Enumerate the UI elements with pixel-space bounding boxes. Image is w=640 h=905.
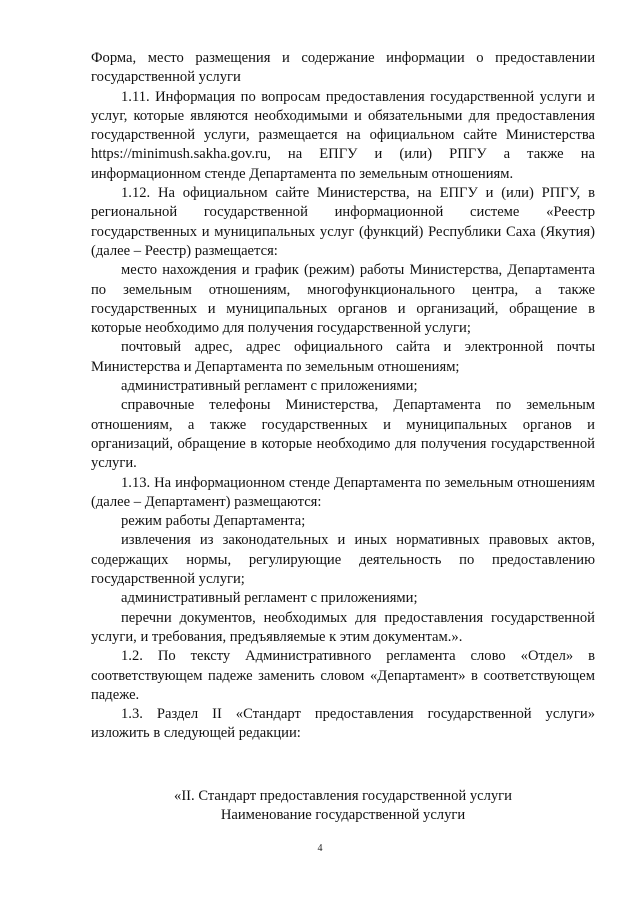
section-subtitle: Наименование государственной услуги <box>220 807 466 824</box>
list-item-regulation-2: административный регламент с приложениями; <box>121 590 418 607</box>
list-item-schedule: режим работы Департамента; <box>121 513 306 530</box>
list-item-phones: справочные телефоны Министерства, Департамента по земельным отношениям, а также государственных и муниципальных органов и организаций, обращение в которые необходимо для получения государственной услуги. <box>91 397 595 472</box>
section-subheading: Форма, место размещения и содержание информации о предоставлении государственной услуги <box>91 50 595 86</box>
list-item-regulation: административный регламент с приложениями; <box>121 378 418 395</box>
paragraph-1-3: 1.3. Раздел II «Стандарт предоставления государственной услуги» изложить в следующей редакции: <box>91 706 595 742</box>
body-text <box>91 49 595 744</box>
list-item-address: почтовый адрес, адрес официального сайта и электронной почты Министерства и Департамента по земельным отношениям; <box>91 339 595 375</box>
section-heading <box>91 787 595 826</box>
paragraph-1-12: 1.12. На официальном сайте Министерства, на ЕПГУ и (или) РПГУ, в региональной государственной информационной системе «Реестр государственных и муниципальных услуг (функций) Республики Саха (Якутия) (далее – Реестр) размещается: <box>91 185 595 259</box>
section-title: «II. Стандарт предоставления государственной услуги <box>174 788 512 804</box>
paragraph-1-2: 1.2. По тексту Административного регламента слово «Отдел» в соответствующем падеже заменить словом «Департамент» в соответствующем падеже. <box>91 648 595 703</box>
list-item-extracts: извлечения из законодательных и иных нормативных правовых актов, содержащих нормы, регулирующие деятельность по предоставлению государственной услуги; <box>91 532 595 588</box>
page-number: 4 <box>317 843 323 854</box>
list-item-documents: перечни документов, необходимых для предоставления государственной услуги, и требования, предъявляемые к этим документам.». <box>91 609 595 645</box>
paragraph-1-13: 1.13. На информационном стенде Департамента по земельным отношениям (далее – Департамент) размещаются: <box>91 474 595 510</box>
paragraph-1-11: 1.11. Информация по вопросам предоставления государственной услуги и услуг, которые являются необходимыми и обязательными для предоставления государственной услуги, размещается на официальном сайте Министерства https://minimush.sakha.gov.ru, на ЕПГУ и (или) РПГУ а также на информационном стенде Департамента по земельным отношениям. <box>91 88 595 182</box>
list-item-location: место нахождения и график (режим) работы Министерства, Департамента по земельным отношениям, многофункционального центра, а также государственных и муниципальных органов и организаций, обращение в которые необходимо для получения государственной услуги; <box>91 262 595 337</box>
